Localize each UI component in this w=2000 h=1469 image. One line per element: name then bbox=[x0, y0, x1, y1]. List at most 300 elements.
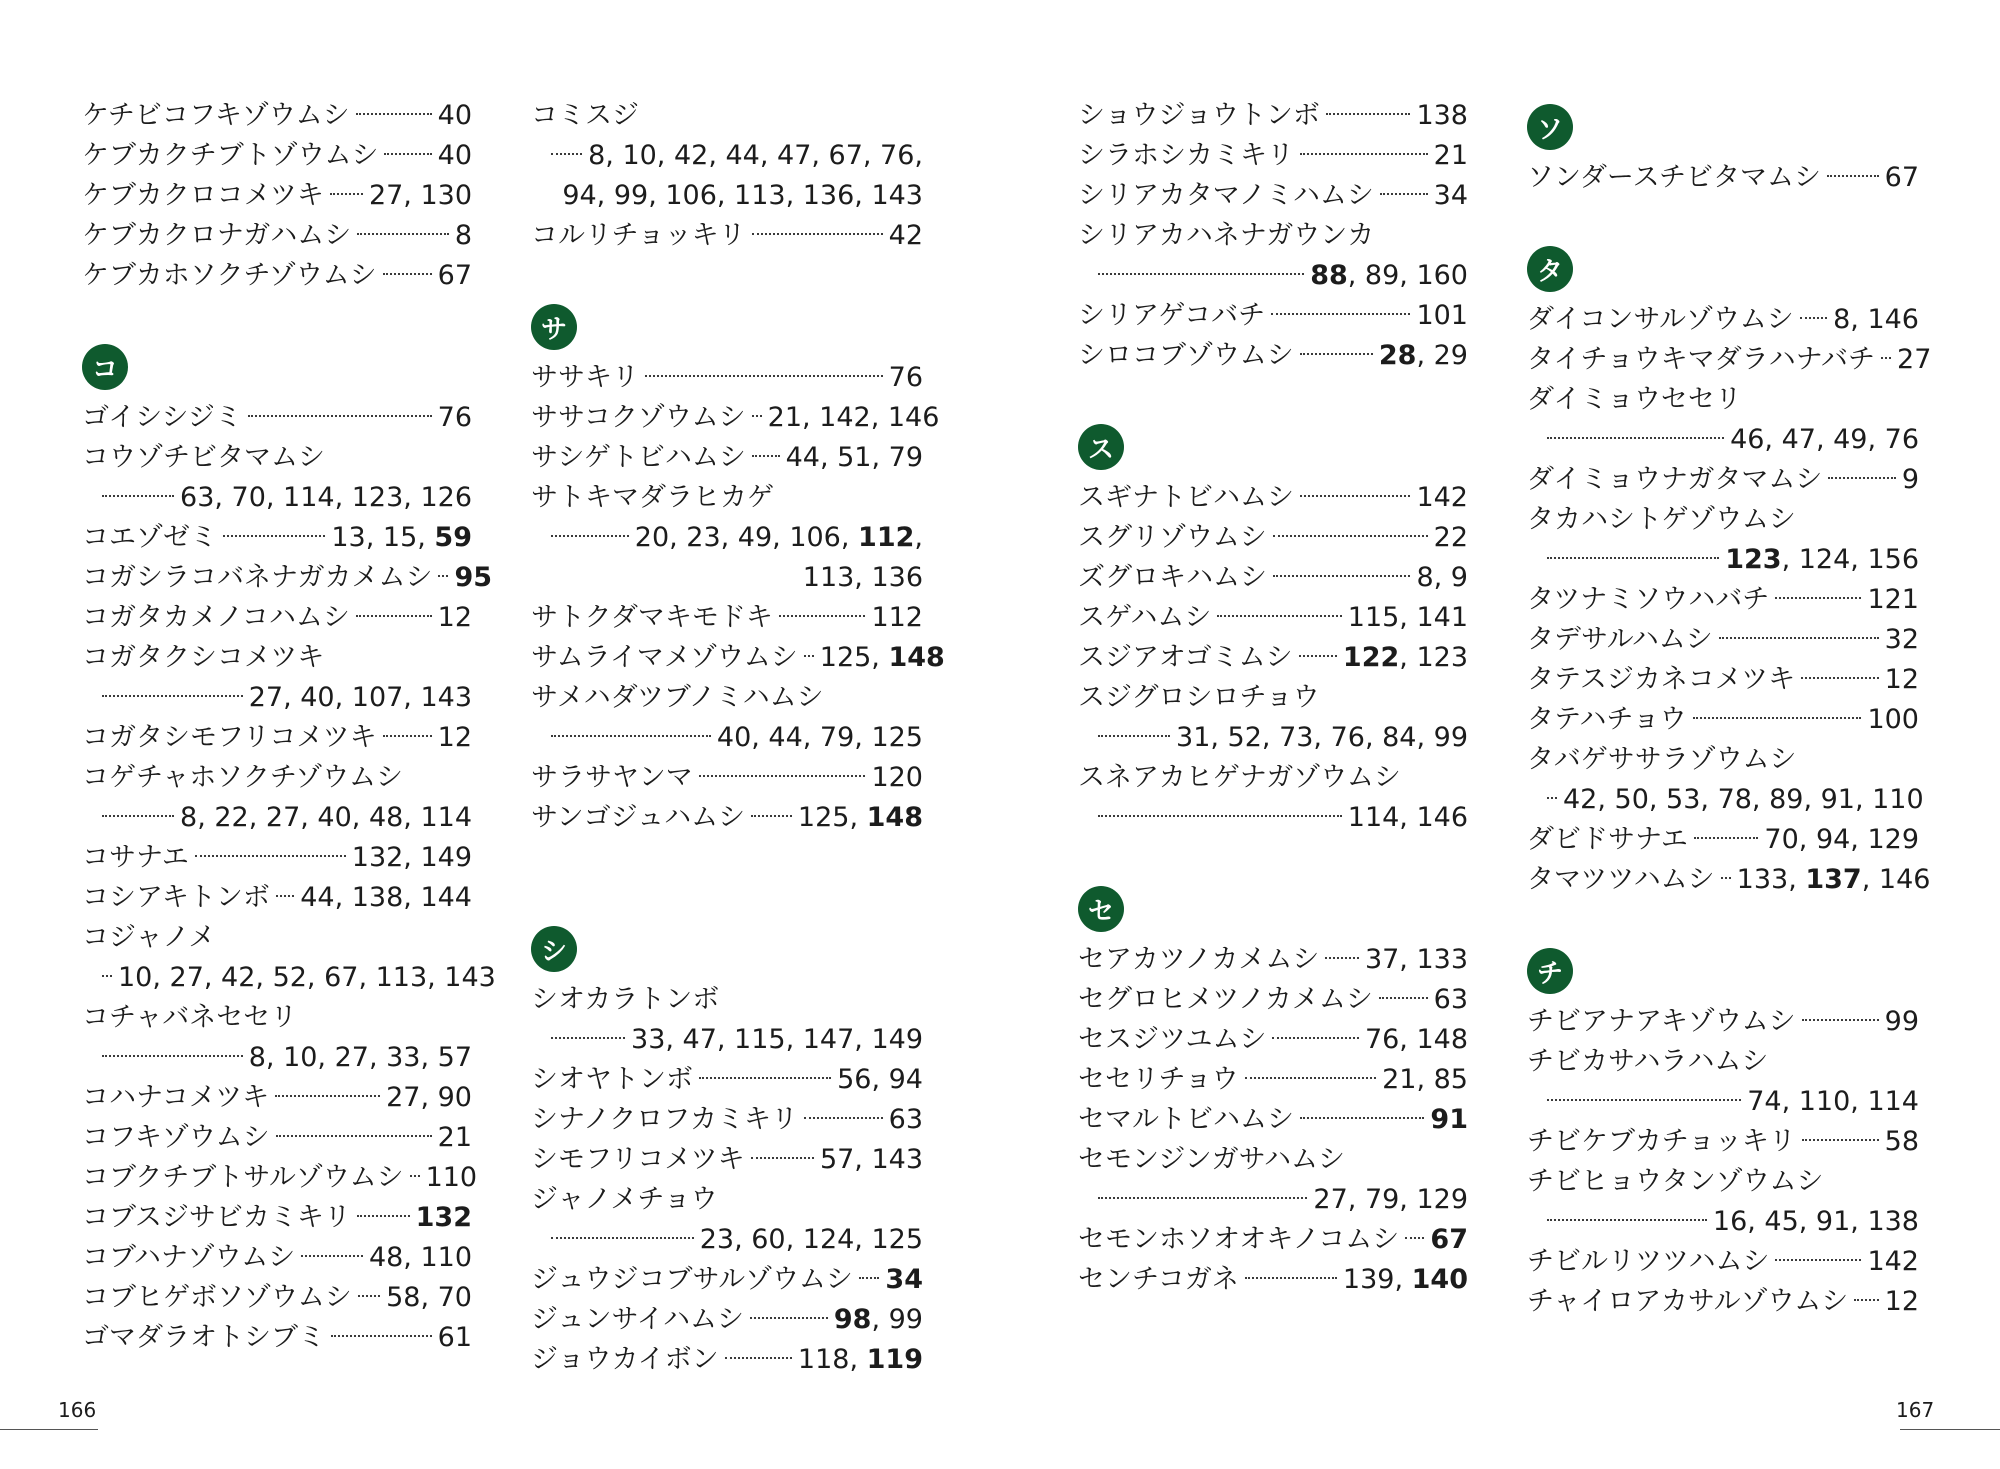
leader-dots bbox=[223, 535, 325, 537]
page-refs bbox=[386, 1078, 472, 1118]
leader-dots bbox=[1325, 957, 1359, 959]
page-ref: 120 bbox=[871, 762, 923, 793]
page-ref: 22 bbox=[1433, 522, 1468, 553]
spacer bbox=[531, 838, 923, 878]
leader-dots bbox=[1299, 655, 1337, 657]
page-ref: 20, 23, 49, 106, bbox=[634, 522, 859, 553]
page-refs bbox=[1885, 1282, 1919, 1322]
section-header bbox=[1078, 416, 1468, 478]
entry-name: コブハナゾウムシ bbox=[82, 1242, 296, 1273]
page-ref: 27, 130 bbox=[368, 180, 472, 211]
page-ref-bold: 34 bbox=[885, 1264, 923, 1295]
leader-dots bbox=[1300, 153, 1428, 155]
leader-dots bbox=[1719, 637, 1879, 639]
leader-dots bbox=[357, 1215, 410, 1217]
index-entry-pages bbox=[531, 518, 923, 558]
page-refs bbox=[1313, 1180, 1468, 1220]
leader-dots bbox=[751, 815, 792, 817]
page-ref-bold: 119 bbox=[866, 1344, 923, 1375]
entry-name: ゴマダラオトシブミ bbox=[82, 1322, 325, 1353]
leader-dots bbox=[1547, 797, 1557, 799]
index-entry bbox=[1527, 660, 1919, 700]
page-ref: 132, 149 bbox=[351, 842, 472, 873]
entry-name: ササコクゾウムシ bbox=[531, 402, 746, 433]
entry-name: ジュンサイハムシ bbox=[531, 1304, 745, 1335]
footer-rule-right bbox=[1900, 1429, 2000, 1430]
entry-name: チビケブカチョッキリ bbox=[1527, 1126, 1796, 1157]
index-entry-name bbox=[1078, 678, 1468, 718]
page-ref: 23, 60, 124, 125 bbox=[699, 1224, 923, 1255]
index-entry bbox=[82, 878, 472, 918]
entry-name: チビアナアキゾウムシ bbox=[1527, 1006, 1796, 1037]
index-entry-pages bbox=[82, 478, 472, 518]
index-column-3 bbox=[1078, 96, 1468, 1300]
page-refs bbox=[1902, 460, 1919, 500]
page-refs bbox=[786, 438, 923, 478]
entry-name: セモンジンガサハムシ bbox=[1078, 1144, 1346, 1175]
leader-dots bbox=[1405, 1237, 1424, 1239]
index-entry bbox=[82, 1198, 472, 1238]
leader-dots bbox=[752, 415, 762, 417]
page-ref: 57, 143 bbox=[819, 1144, 923, 1175]
page-ref: 27 bbox=[1897, 344, 1932, 375]
leader-dots bbox=[1326, 113, 1411, 115]
leader-dots bbox=[750, 1317, 828, 1319]
leader-dots bbox=[358, 1295, 380, 1297]
index-entry bbox=[1078, 336, 1468, 376]
page-ref: 32 bbox=[1884, 624, 1919, 655]
page-refs bbox=[352, 838, 472, 878]
page-refs bbox=[331, 518, 472, 558]
index-entry bbox=[1527, 700, 1919, 740]
section-badge: コ bbox=[82, 344, 128, 390]
page-ref: , 123 bbox=[1399, 642, 1468, 673]
leader-dots bbox=[645, 375, 883, 377]
page-refs bbox=[1343, 638, 1468, 678]
leader-dots bbox=[752, 455, 780, 457]
page-refs bbox=[1416, 558, 1468, 598]
page-ref: 76, 148 bbox=[1364, 1024, 1468, 1055]
entry-name: スネアカヒゲナガゾウムシ bbox=[1078, 762, 1401, 793]
page-ref: 34 bbox=[1433, 180, 1468, 211]
page-refs bbox=[768, 398, 940, 438]
page-refs bbox=[454, 558, 492, 598]
index-entry bbox=[531, 1140, 923, 1180]
page-ref: 8, 22, 27, 40, 48, 114 bbox=[180, 802, 472, 833]
entry-name: ケブカクロナガハムシ bbox=[82, 220, 352, 251]
index-entry bbox=[1078, 1100, 1468, 1140]
page-refs bbox=[1897, 340, 1931, 380]
entry-name: スジグロシロチョウ bbox=[1078, 682, 1320, 713]
index-column-2 bbox=[531, 96, 945, 1380]
entry-name: セアカツノカメムシ bbox=[1078, 944, 1320, 975]
entry-name: サンゴジュハムシ bbox=[531, 802, 746, 833]
page-refs bbox=[180, 478, 472, 518]
leader-dots bbox=[1800, 317, 1827, 319]
page-ref: 21, 85 bbox=[1382, 1064, 1468, 1095]
page-ref: 112 bbox=[871, 602, 923, 633]
index-entry bbox=[1078, 1020, 1468, 1060]
page-refs bbox=[416, 1198, 472, 1238]
index-entry bbox=[1078, 598, 1468, 638]
page-ref: 8, 9 bbox=[1416, 562, 1468, 593]
index-entry bbox=[1527, 460, 1919, 500]
leader-dots bbox=[1828, 477, 1895, 479]
page-refs bbox=[1747, 1082, 1919, 1122]
leader-dots bbox=[331, 1335, 432, 1337]
page-refs bbox=[1885, 1122, 1919, 1162]
page-ref: 44, 138, 144 bbox=[300, 882, 472, 913]
page-refs bbox=[438, 598, 472, 638]
page-ref: 94, 99, 106, 113, 136, 143 bbox=[562, 180, 923, 211]
page-refs bbox=[249, 1038, 472, 1078]
index-entry bbox=[531, 438, 923, 478]
page-refs bbox=[426, 1158, 478, 1198]
index-entry bbox=[82, 518, 472, 558]
index-entry bbox=[82, 598, 472, 638]
leader-dots bbox=[357, 233, 449, 235]
page-ref-bold: 28 bbox=[1378, 340, 1417, 371]
index-entry-name bbox=[1078, 758, 1468, 798]
page-ref: 16, 45, 91, 138 bbox=[1712, 1206, 1919, 1237]
entry-name: シモフリコメツキ bbox=[531, 1144, 745, 1175]
index-entry bbox=[531, 798, 923, 838]
page-refs bbox=[1434, 518, 1468, 558]
page-refs bbox=[820, 1140, 923, 1180]
page-ref: 76 bbox=[888, 362, 923, 393]
page-refs bbox=[438, 256, 472, 296]
index-entry bbox=[1078, 980, 1468, 1020]
entry-name: シラホシカミキリ bbox=[1078, 140, 1294, 171]
leader-dots bbox=[1300, 495, 1410, 497]
index-entry-pages bbox=[82, 1038, 472, 1078]
page-ref: 40 bbox=[437, 140, 472, 171]
leader-dots bbox=[356, 615, 432, 617]
entry-name: シリアカハネナガウンカ bbox=[1078, 220, 1375, 251]
index-entry bbox=[82, 1078, 472, 1118]
index-entry-pages bbox=[1527, 1082, 1919, 1122]
page-refs bbox=[180, 798, 472, 838]
entry-name: サシゲトビハムシ bbox=[531, 442, 746, 473]
page-refs bbox=[1885, 660, 1919, 700]
index-entry bbox=[82, 96, 472, 136]
index-entry bbox=[1527, 820, 1919, 860]
index-entry bbox=[531, 1060, 923, 1100]
page-ref-bold: 91 bbox=[1430, 1104, 1468, 1135]
page-ref: 27, 40, 107, 143 bbox=[248, 682, 472, 713]
entry-name: コガタカメノコハムシ bbox=[82, 602, 350, 633]
page-ref: 8 bbox=[454, 220, 472, 251]
leader-dots bbox=[1271, 313, 1410, 315]
index-entry bbox=[531, 598, 923, 638]
index-entry bbox=[1078, 136, 1468, 176]
entry-name: コブヒゲボソゾウムシ bbox=[82, 1282, 352, 1313]
page-ref: 44, 51, 79 bbox=[785, 442, 923, 473]
page-refs bbox=[438, 718, 472, 758]
entry-name: サラサヤンマ bbox=[531, 762, 693, 793]
index-entry-pages bbox=[1527, 780, 1924, 820]
leader-dots bbox=[1547, 1099, 1741, 1101]
page-refs bbox=[1365, 1020, 1468, 1060]
page-refs bbox=[1725, 540, 1919, 580]
page-refs bbox=[889, 1100, 923, 1140]
page-refs bbox=[700, 1220, 923, 1260]
index-entry bbox=[82, 136, 472, 176]
page-ref-bold: 122 bbox=[1342, 642, 1400, 673]
page-ref: 21 bbox=[1433, 140, 1468, 171]
page-ref-bold: 88 bbox=[1310, 260, 1348, 291]
leader-dots bbox=[551, 1037, 625, 1039]
page-ref: 125, bbox=[797, 802, 867, 833]
leader-dots bbox=[102, 495, 174, 497]
page-refs bbox=[369, 1238, 472, 1278]
spacer bbox=[1078, 838, 1468, 878]
page-ref: 67 bbox=[1884, 162, 1919, 193]
page-ref: 63 bbox=[1433, 984, 1468, 1015]
page-ref: 12 bbox=[1884, 664, 1919, 695]
leader-dots bbox=[804, 655, 814, 657]
entry-name: チビルリツツハムシ bbox=[1527, 1246, 1770, 1277]
page-refs bbox=[1416, 296, 1468, 336]
entry-name: コガシラコバネナガカメムシ bbox=[82, 562, 433, 593]
page-ref-bold: 67 bbox=[1430, 1224, 1468, 1255]
page-ref: 99 bbox=[1884, 1006, 1919, 1037]
leader-dots bbox=[248, 415, 432, 417]
page-refs bbox=[889, 216, 923, 256]
page-ref: 31, 52, 73, 76, 84, 99 bbox=[1176, 722, 1468, 753]
page-refs bbox=[438, 1118, 472, 1158]
entry-name: スジアオゴミムシ bbox=[1078, 642, 1293, 673]
page-refs bbox=[1434, 980, 1468, 1020]
leader-dots bbox=[752, 233, 883, 235]
page-refs bbox=[1730, 420, 1919, 460]
section-badge: シ bbox=[531, 926, 577, 972]
index-entry bbox=[1078, 558, 1468, 598]
entry-name: スギナトビハムシ bbox=[1078, 482, 1294, 513]
leader-dots bbox=[384, 153, 431, 155]
page-refs bbox=[1365, 940, 1468, 980]
entry-name: チビヒョウタンゾウムシ bbox=[1527, 1166, 1824, 1197]
leader-dots bbox=[804, 1117, 883, 1119]
index-entry-name bbox=[531, 96, 923, 136]
page-refs bbox=[1833, 300, 1919, 340]
leader-dots bbox=[1775, 597, 1861, 599]
index-entry bbox=[531, 1100, 923, 1140]
leader-dots bbox=[859, 1277, 880, 1279]
index-entry-name bbox=[1527, 380, 1919, 420]
index-entry-name bbox=[531, 980, 923, 1020]
leader-dots bbox=[1217, 615, 1341, 617]
leader-dots bbox=[699, 1077, 831, 1079]
page-refs bbox=[1430, 1100, 1468, 1140]
leader-dots bbox=[1098, 273, 1304, 275]
index-entry bbox=[1078, 638, 1468, 678]
page-ref-bold: 59 bbox=[434, 522, 472, 553]
index-entry-pages bbox=[1078, 718, 1468, 758]
entry-name: ダイミョウセセリ bbox=[1527, 384, 1742, 415]
index-entry bbox=[82, 718, 472, 758]
entry-name: タツナミソウハバチ bbox=[1527, 584, 1770, 615]
index-entry bbox=[531, 1340, 923, 1380]
leader-dots bbox=[356, 113, 432, 115]
page-refs bbox=[1430, 1220, 1468, 1260]
entry-name: シオカラトンボ bbox=[531, 984, 720, 1015]
index-entry-name bbox=[82, 758, 472, 798]
section-header bbox=[1527, 940, 1919, 1002]
entry-name: コエゾゼミ bbox=[82, 522, 217, 553]
page-refs bbox=[588, 136, 923, 176]
index-entry-pages bbox=[82, 958, 496, 998]
page-refs bbox=[837, 1060, 923, 1100]
entry-name: ケブカクロコメツキ bbox=[82, 180, 324, 211]
index-entry bbox=[531, 358, 923, 398]
index-entry bbox=[1078, 1220, 1468, 1260]
page-refs bbox=[635, 518, 923, 558]
page-refs bbox=[834, 1300, 923, 1340]
index-entry-pages bbox=[531, 176, 923, 216]
page-ref: 13, 15, bbox=[331, 522, 435, 553]
leader-dots bbox=[1721, 877, 1731, 879]
entry-name: チャイロアカサルゾウムシ bbox=[1527, 1286, 1849, 1317]
index-entry-pages bbox=[531, 1020, 923, 1060]
leader-dots bbox=[1694, 837, 1759, 839]
page-refs bbox=[820, 638, 945, 678]
index-entry-name bbox=[1527, 1042, 1919, 1082]
index-entry-pages bbox=[1527, 540, 1919, 580]
page-refs bbox=[1867, 700, 1919, 740]
leader-dots bbox=[1802, 1139, 1879, 1141]
leader-dots bbox=[1802, 1019, 1879, 1021]
leader-dots bbox=[699, 775, 866, 777]
index-entry-pages bbox=[531, 558, 923, 598]
page-ref: , 29 bbox=[1416, 340, 1468, 371]
entry-name: ケブカホソクチゾウムシ bbox=[82, 260, 377, 291]
section-badge: サ bbox=[531, 304, 577, 350]
page-refs bbox=[118, 958, 496, 998]
page-refs bbox=[369, 176, 472, 216]
spacer bbox=[531, 878, 923, 918]
entry-name: コガタシモフリコメツキ bbox=[82, 722, 377, 753]
entry-name: ダビドサナエ bbox=[1527, 824, 1688, 855]
page-ref: 56, 94 bbox=[837, 1064, 923, 1095]
page-refs bbox=[438, 96, 472, 136]
page-refs bbox=[1867, 1242, 1919, 1282]
footer-rule-left bbox=[0, 1429, 98, 1430]
index-entry bbox=[82, 1318, 472, 1358]
page-ref: 63 bbox=[888, 1104, 923, 1135]
page-number-left: 166 bbox=[58, 1398, 97, 1422]
leader-dots bbox=[751, 1157, 814, 1159]
page-ref-bold: 132 bbox=[415, 1202, 472, 1233]
page-refs bbox=[1764, 820, 1919, 860]
page-ref: 12 bbox=[437, 602, 472, 633]
index-entry bbox=[531, 1300, 923, 1340]
page-ref-bold: 98 bbox=[833, 1304, 872, 1335]
entry-name: セスジツユムシ bbox=[1078, 1024, 1267, 1055]
index-entry-pages bbox=[82, 798, 472, 838]
page-refs bbox=[562, 176, 923, 216]
leader-dots bbox=[1098, 815, 1342, 817]
index-entry bbox=[1078, 940, 1468, 980]
page-refs bbox=[1737, 860, 1931, 900]
page-ref: 74, 110, 114 bbox=[1747, 1086, 1919, 1117]
index-entry bbox=[1527, 860, 1931, 900]
entry-name: ジュウジコブサルゾウムシ bbox=[531, 1264, 853, 1295]
index-entry bbox=[82, 1158, 478, 1198]
page-ref: 58, 70 bbox=[386, 1282, 472, 1313]
entry-name: サメハダツブノミハムシ bbox=[531, 682, 824, 713]
index-entry bbox=[531, 638, 945, 678]
page-refs bbox=[1885, 1002, 1919, 1042]
entry-name: ジャノメチョウ bbox=[531, 1184, 718, 1215]
leader-dots bbox=[383, 273, 432, 275]
index-entry-name bbox=[1527, 740, 1919, 780]
page-refs bbox=[1867, 580, 1919, 620]
page-ref-bold: 137 bbox=[1805, 864, 1862, 895]
entry-name: ソンダースチビタマムシ bbox=[1527, 162, 1822, 193]
page-ref: 48, 110 bbox=[368, 1242, 472, 1273]
entry-name: センチコガネ bbox=[1078, 1264, 1239, 1295]
index-entry bbox=[1078, 96, 1468, 136]
index-entry-name bbox=[531, 678, 923, 718]
leader-dots bbox=[102, 815, 174, 817]
index-entry bbox=[1078, 296, 1468, 336]
entry-name: セグロヒメツノカメムシ bbox=[1078, 984, 1373, 1015]
page-ref: 27, 90 bbox=[386, 1082, 472, 1113]
entry-name: シオヤトンボ bbox=[531, 1064, 693, 1095]
page-ref: 138 bbox=[1416, 100, 1468, 131]
page-ref: 113, 136 bbox=[802, 562, 923, 593]
entry-name: ダイミョウナガタマムシ bbox=[1527, 464, 1823, 495]
index-entry bbox=[82, 838, 472, 878]
page-refs bbox=[885, 1260, 923, 1300]
page-refs bbox=[1434, 176, 1468, 216]
index-entry-pages bbox=[82, 678, 472, 718]
index-entry-pages bbox=[1527, 420, 1919, 460]
page-ref: 67 bbox=[437, 260, 472, 291]
page-ref: , bbox=[914, 522, 923, 553]
leader-dots bbox=[102, 975, 112, 977]
spacer bbox=[1527, 900, 1919, 940]
index-entry-pages bbox=[531, 136, 923, 176]
index-entry bbox=[82, 1118, 472, 1158]
leader-dots bbox=[301, 1255, 363, 1257]
page-refs bbox=[438, 136, 472, 176]
leader-dots bbox=[1693, 717, 1862, 719]
leader-dots bbox=[551, 153, 582, 155]
index-entry bbox=[531, 216, 923, 256]
entry-name: コゲチャホソクチゾウムシ bbox=[82, 762, 404, 793]
page-ref: 133, bbox=[1736, 864, 1806, 895]
leader-dots bbox=[1300, 1117, 1424, 1119]
page-refs bbox=[300, 878, 472, 918]
section-badge: セ bbox=[1078, 886, 1124, 932]
entry-name: サムライマメゾウムシ bbox=[531, 642, 798, 673]
entry-name: ゴイシシジミ bbox=[82, 402, 242, 433]
leader-dots bbox=[1098, 1197, 1307, 1199]
page-ref: 76 bbox=[437, 402, 472, 433]
entry-name: コガタクシコメツキ bbox=[82, 642, 325, 673]
page-ref: 8, 10, 42, 44, 47, 67, 76, bbox=[588, 140, 923, 171]
page-ref: 37, 133 bbox=[1364, 944, 1468, 975]
index-entry-name bbox=[1527, 500, 1919, 540]
page-refs bbox=[889, 358, 923, 398]
page-refs bbox=[631, 1020, 923, 1060]
leader-dots bbox=[102, 695, 243, 697]
leader-dots bbox=[438, 575, 448, 577]
page-ref: 142 bbox=[1867, 1246, 1919, 1277]
page-ref: 63, 70, 114, 123, 126 bbox=[180, 482, 472, 513]
